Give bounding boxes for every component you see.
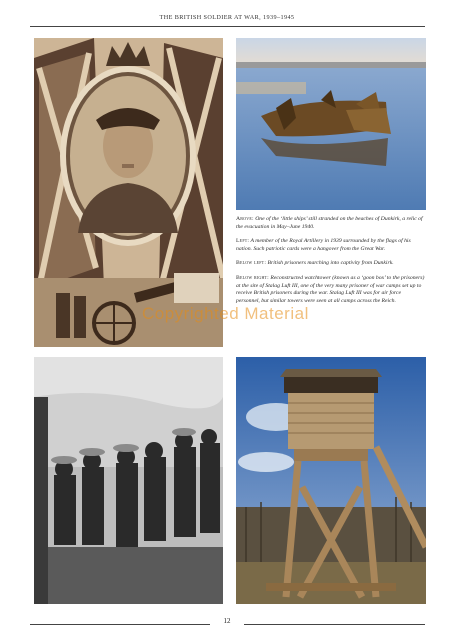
footer-rule-right: [244, 624, 425, 625]
caption-block: [236, 216, 426, 312]
caption-below-left: Below left: British prisoners marching into captivity from Dunkirk.: [236, 260, 394, 267]
watermark: Copyrighted Material: [142, 304, 309, 323]
photo-dunkirk-wreck: [236, 38, 426, 210]
header-rule: [30, 26, 425, 27]
page-number: 12: [223, 617, 231, 625]
caption-left: Left: A member of the Royal Artillery in 1939 surrounded by the flags of his nation. Such patriotic cards were a hangover from the Great War.: [236, 238, 411, 252]
caption-below-right: Below right: Reconstructed watchtower (known as a ‘goon box’ to the prisoners) at the site of Stalag Luft III, one of the very many prisoner of war camps set up to receive British prisoners during the war. Stalag Luft III was for air force personnel, but similar towers were seen at all camps across the Reich.: [236, 274, 425, 304]
photo-british-prisoners: [34, 357, 223, 604]
footer-rule-left: [30, 624, 210, 625]
caption-above: Above: One of the ‘little ships’ still stranded on the beaches of Dunkirk, a relic of the evacuation in May–June 1940.: [236, 216, 423, 230]
photo-soldier-portrait: [34, 38, 223, 347]
photo-watchtower: [236, 357, 426, 604]
running-header: THE BRITISH SOLDIER AT WAR, 1939–1945: [159, 14, 295, 21]
